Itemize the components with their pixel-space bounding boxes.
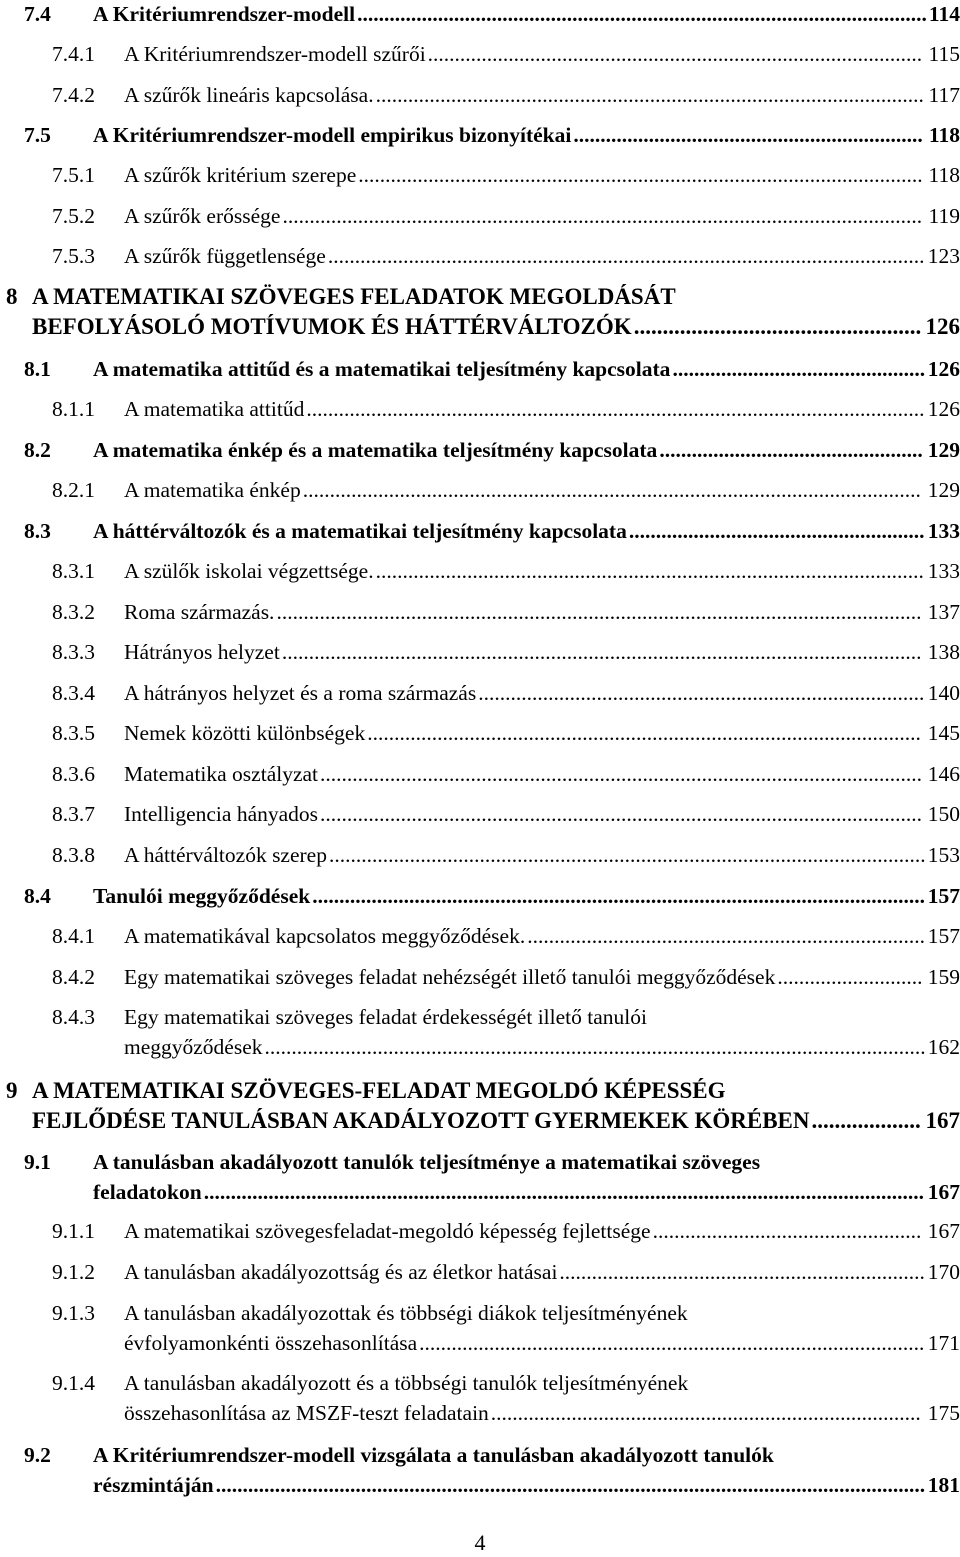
toc-number: 8 [6, 284, 18, 309]
toc-line [0, 681, 960, 715]
toc-title: A matematika énkép [124, 478, 301, 502]
toc-line [0, 1301, 960, 1335]
toc-title: A tanulásban akadályozott tanulók teljesítménye a matematikai szöveges [93, 1150, 761, 1174]
toc-line [0, 1219, 960, 1253]
toc-page-number: 118 [928, 123, 960, 147]
toc-number: 7.5 [24, 123, 51, 147]
toc-line [0, 314, 960, 348]
toc-page-number: 126 [925, 314, 960, 339]
toc-title: A matematikával kapcsolatos meggyőződések. [124, 924, 526, 948]
dot-leader: ................................................................................... [478, 681, 925, 705]
toc-line [0, 965, 960, 999]
toc-page-number: 145 [927, 721, 960, 745]
toc-page-number: 129 [927, 438, 960, 462]
toc-line [0, 1078, 960, 1112]
toc-number: 9.2 [24, 1443, 51, 1467]
toc-title: A szűrők erőssége [124, 204, 281, 228]
toc-title: A Kritériumrendszer-modell [93, 2, 356, 26]
toc-number: 7.5.1 [52, 163, 95, 187]
toc-number: 8.4 [24, 884, 51, 908]
toc-line [0, 1401, 960, 1435]
toc-line [0, 204, 960, 238]
toc-page-number: 181 [927, 1473, 960, 1497]
toc-title: A matematika énkép és a matematika teljesítmény kapcsolata [93, 438, 658, 462]
toc-line [0, 123, 960, 157]
toc-page-number: 146 [927, 762, 960, 786]
toc-line [0, 1371, 960, 1405]
toc-line [0, 1108, 960, 1142]
toc-number: 7.5.2 [52, 204, 95, 228]
toc-page-number: 129 [927, 478, 960, 502]
toc-page-number: 175 [927, 1401, 960, 1425]
toc-title: Nemek közötti különbségek [124, 721, 366, 745]
toc-title: A hátrányos helyzet és a roma származás [124, 681, 477, 705]
dot-leader: ....................................................................................................... [367, 721, 921, 745]
toc-title: Intelligencia hányados [124, 802, 319, 826]
toc-title: meggyőződések [124, 1035, 263, 1059]
toc-line [0, 640, 960, 674]
toc-line [0, 478, 960, 512]
toc-line [0, 884, 960, 918]
toc-line [0, 163, 960, 197]
toc-page-number: 167 [927, 1180, 960, 1204]
toc-title: A Kritériumrendszer-modell vizsgálata a tanulásban akadályozott tanulók [93, 1443, 774, 1467]
toc-line [0, 1260, 960, 1294]
toc-page-number: 170 [927, 1260, 960, 1284]
dot-leader: ................................................................................................................... [306, 397, 925, 421]
dot-leader: ....................................................... [628, 519, 925, 543]
toc-title: A tanulásban akadályozottak és többségi diákok teljesítményének [124, 1301, 688, 1325]
toc-title: A matematika attitűd és a matematikai teljesítmény kapcsolata [93, 357, 671, 381]
dot-leader: ............................................................................................................... [328, 843, 926, 867]
toc-line [0, 357, 960, 391]
dot-leader: ............................................................................................................... [327, 244, 925, 268]
dot-leader: .......................................................................................................... [357, 2, 927, 26]
toc-line [0, 924, 960, 958]
toc-line [0, 1473, 960, 1507]
dot-leader: .................................................. [633, 314, 922, 339]
toc-number: 8.4.1 [52, 924, 95, 948]
toc-line [0, 42, 960, 76]
toc-line [0, 1035, 960, 1069]
toc-title: A tanulásban akadályozottság és az életkor hatásai [124, 1260, 558, 1284]
toc-title: összehasonlítása az MSZF-teszt feladatain [124, 1401, 489, 1425]
toc-page-number: 126 [927, 357, 960, 381]
toc-page-number: 126 [927, 397, 960, 421]
toc-title: Hátrányos helyzet [124, 640, 280, 664]
toc-number: 8.2.1 [52, 478, 95, 502]
toc-number: 7.5.3 [52, 244, 95, 268]
toc-title: részmintáján [93, 1473, 214, 1497]
toc-number: 8.1.1 [52, 397, 95, 421]
toc-line [0, 1150, 960, 1184]
toc-title: évfolyamonkénti összehasonlítása [124, 1331, 418, 1355]
toc-page-number: 118 [928, 163, 960, 187]
toc-number: 8.3.4 [52, 681, 95, 705]
dot-leader: ...................................................................................................... [375, 559, 924, 583]
toc-page-number: 138 [927, 640, 960, 664]
toc-page-number: 167 [925, 1108, 960, 1133]
toc-page-number: 167 [927, 1219, 960, 1243]
toc-number: 8.3.3 [52, 640, 95, 664]
toc-line [0, 762, 960, 796]
toc-page-number: 157 [927, 924, 960, 948]
dot-leader: .................................................................................................................. [312, 884, 925, 908]
toc-title: Egy matematikai szöveges feladat nehézségét illető tanulói meggyőződések [124, 965, 776, 989]
dot-leader: ............................................... [672, 357, 926, 381]
toc-number: 8.3.6 [52, 762, 95, 786]
page-number: 4 [474, 1530, 486, 1555]
toc-page-number: 171 [927, 1331, 960, 1355]
toc-title: A tanulásban akadályozott és a többségi tanulók teljesítményének [124, 1371, 689, 1395]
dot-leader: ................... [811, 1108, 921, 1133]
dot-leader: ........................... [777, 965, 923, 989]
toc-line [0, 721, 960, 755]
toc-number: 8.3.2 [52, 600, 95, 624]
toc-page-number: 133 [927, 559, 960, 583]
toc-number: 9.1.4 [52, 1371, 95, 1395]
dot-leader: ........................................................................................................................... [264, 1035, 926, 1059]
toc-title: A MATEMATIKAI SZÖVEGES-FELADAT MEGOLDÓ KÉPESSÉG [32, 1078, 726, 1103]
toc-title: feladatokon [93, 1180, 202, 1204]
toc-number: 8.3 [24, 519, 51, 543]
toc-page-number: 117 [928, 83, 960, 107]
toc-line [0, 1005, 960, 1039]
toc-number: 8.3.7 [52, 802, 95, 826]
dot-leader: ................................................................. [573, 123, 923, 147]
toc-page-number: 159 [927, 965, 960, 989]
dot-leader: ................................................................................................................... [302, 478, 921, 502]
toc-number: 8.3.8 [52, 843, 95, 867]
toc-number: 9 [6, 1078, 18, 1103]
toc-line [0, 519, 960, 553]
toc-number: 9.1.2 [52, 1260, 95, 1284]
toc-page-number: 162 [927, 1035, 960, 1059]
toc-page-number: 119 [928, 204, 960, 228]
dot-leader: ............................................................................................ [427, 42, 923, 66]
toc-page-number: 123 [927, 244, 960, 268]
toc-title: A szülők iskolai végzettsége. [124, 559, 374, 583]
dot-leader: ................................................. [659, 438, 923, 462]
toc-title: A szűrők kritérium szerepe [124, 163, 357, 187]
toc-page-number: 137 [927, 600, 960, 624]
toc-title: A Kritériumrendszer-modell szűrői [124, 42, 426, 66]
toc-title: Roma származás. [124, 600, 275, 624]
toc-number: 9.1 [24, 1150, 51, 1174]
toc-title: A MATEMATIKAI SZÖVEGES FELADATOK MEGOLDÁSÁT [32, 284, 676, 309]
toc-title: A Kritériumrendszer-modell empirikus bizonyítékai [93, 123, 572, 147]
dot-leader: ...................................................................................................... [375, 83, 924, 107]
toc-title: Matematika osztályzat [124, 762, 319, 786]
dot-leader: ................................................................................ [490, 1401, 921, 1425]
toc-line [0, 600, 960, 634]
dot-leader: ................................................................................................................ [320, 802, 923, 826]
toc-number: 8.3.1 [52, 559, 95, 583]
toc-title: A háttérváltozók szerep [124, 843, 327, 867]
dot-leader: .......................................................................... [527, 924, 925, 948]
dot-leader: .................................................................... [559, 1260, 925, 1284]
toc-line [0, 559, 960, 593]
toc-number: 8.1 [24, 357, 51, 381]
toc-number: 7.4 [24, 2, 51, 26]
dot-leader: ................................................................................................................ [320, 762, 923, 786]
toc-page-number: 157 [927, 884, 960, 908]
toc-title: A szűrők lineáris kapcsolása. [124, 83, 374, 107]
toc-number: 7.4.2 [52, 83, 95, 107]
toc-line [0, 843, 960, 877]
toc-title: FEJLŐDÉSE TANULÁSBAN AKADÁLYOZOTT GYERMEKEK KÖRÉBEN [32, 1108, 810, 1133]
dot-leader: ....................................................................................................................... [282, 204, 923, 228]
toc-page-number: 115 [928, 42, 960, 66]
toc-title: BEFOLYÁSOLÓ MOTÍVUMOK ÉS HÁTTÉRVÁLTOZÓK [32, 314, 632, 339]
toc-number: 8.3.5 [52, 721, 95, 745]
toc-page-number: 140 [927, 681, 960, 705]
toc-line [0, 1180, 960, 1214]
dot-leader: ....................................................................................................................... [281, 640, 922, 664]
dot-leader: ........................................................................................................................ [276, 600, 922, 624]
toc-line [0, 244, 960, 278]
toc-title: A matematikai szövegesfeladat-megoldó képesség fejlettsége [124, 1219, 651, 1243]
toc-number: 9.1.3 [52, 1301, 95, 1325]
dot-leader: ......................................................................................................... [358, 163, 923, 187]
toc-line [0, 1331, 960, 1365]
toc-line [0, 1443, 960, 1477]
toc-line [0, 802, 960, 836]
toc-number: 8.4.3 [52, 1005, 95, 1029]
toc-line [0, 83, 960, 117]
toc-number: 8.2 [24, 438, 51, 462]
toc-page-number: 150 [927, 802, 960, 826]
dot-leader: ...................................................................................................................................... [203, 1180, 924, 1204]
toc-page-number: 114 [928, 2, 960, 26]
toc-number: 7.4.1 [52, 42, 95, 66]
toc-page-number: 133 [927, 519, 960, 543]
toc-line [0, 284, 960, 318]
toc-line [0, 2, 960, 36]
toc-number: 8.4.2 [52, 965, 95, 989]
toc-title: A háttérváltozók és a matematikai teljesítmény kapcsolata [93, 519, 627, 543]
toc-title: Tanulói meggyőződések [93, 884, 311, 908]
dot-leader: .................................................. [652, 1219, 922, 1243]
toc-page-number: 153 [927, 843, 960, 867]
toc-line [0, 397, 960, 431]
toc-title: A szűrők függetlensége [124, 244, 326, 268]
dot-leader: .............................................................................................. [419, 1331, 925, 1355]
toc-title: Egy matematikai szöveges feladat érdekességét illető tanulói [124, 1005, 647, 1029]
toc-number: 9.1.1 [52, 1219, 95, 1243]
dot-leader: .................................................................................................................................... [215, 1473, 926, 1497]
toc-title: A matematika attitűd [124, 397, 305, 421]
toc-line [0, 438, 960, 472]
